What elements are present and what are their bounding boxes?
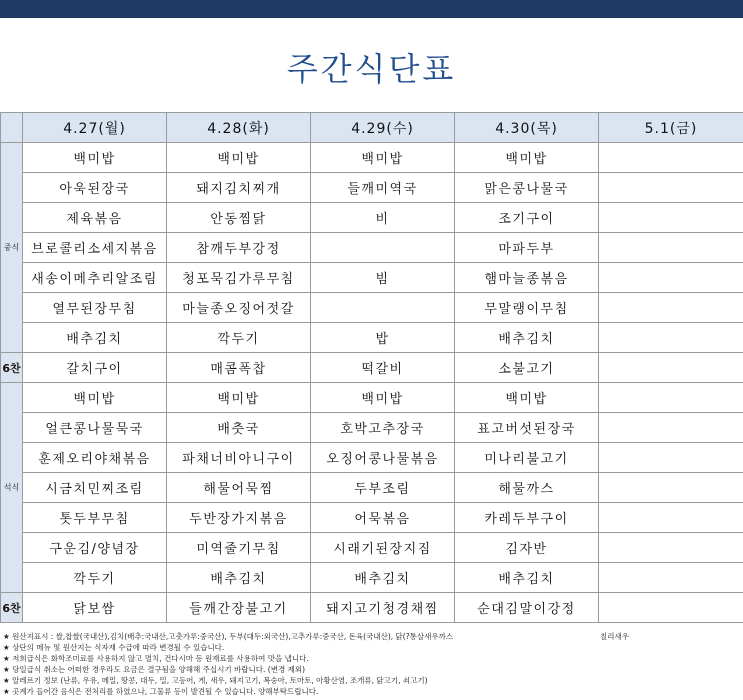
- menu-cell: 배추김치: [455, 323, 599, 353]
- note-line: ★ 당일급식 취소는 어떠한 경우라도 요금은 결구됨을 양해해 주십시기 바랍니다. (변경 제외): [3, 665, 306, 674]
- corner-cell: [1, 113, 23, 143]
- menu-cell: 마파두부: [455, 233, 599, 263]
- lunch-label: 중식: [1, 143, 23, 353]
- menu-cell: 구운김/양념장: [23, 533, 167, 563]
- note-line: ★ 알레르기 정보 (난류, 우유, 메밀, 땅콩, 대두, 밀, 고등어, 게, 새우, 돼지고기, 복숭아, 토마토, 아황산염, 조개류, 닭고기, 쇠고기): [3, 676, 428, 685]
- sixchan-cell: 떡갈비: [311, 353, 455, 383]
- dinner-row: [1, 383, 743, 413]
- lunch-row: [1, 263, 743, 293]
- menu-cell: 밥: [311, 323, 455, 353]
- header-row: [1, 113, 743, 143]
- menu-cell: [599, 503, 743, 533]
- menu-cell: 백미밥: [23, 143, 167, 173]
- menu-cell: 깍두기: [23, 563, 167, 593]
- menu-cell: [599, 143, 743, 173]
- lunch_sixchan-row: [1, 353, 743, 383]
- dinner-row: [1, 563, 743, 593]
- sixchan-cell: 들깨간장불고기: [167, 593, 311, 623]
- menu-cell: 배추김치: [311, 563, 455, 593]
- menu-cell: [599, 443, 743, 473]
- sixchan-cell: 돼지고기청경채찜: [311, 593, 455, 623]
- lunch-row: [1, 323, 743, 353]
- day-header: 4.28(화): [167, 113, 311, 143]
- day-header: 5.1(금): [599, 113, 743, 143]
- menu-cell: 김자반: [455, 533, 599, 563]
- menu-cell: 햄마늘종볶음: [455, 263, 599, 293]
- menu-cell: [599, 533, 743, 563]
- menu-cell: 배추김치: [23, 323, 167, 353]
- lunch-row: [1, 143, 743, 173]
- menu-cell: 브로콜리소세지볶음: [23, 233, 167, 263]
- dinner-row: [1, 533, 743, 563]
- menu-cell: 새송이메추리알조림: [23, 263, 167, 293]
- menu-cell: 백미밥: [311, 143, 455, 173]
- menu-cell: 비: [311, 203, 455, 233]
- menu-cell: [599, 203, 743, 233]
- page-title: 주간식단표: [286, 50, 457, 88]
- menu-cell: [599, 413, 743, 443]
- dinner-row: [1, 473, 743, 503]
- menu-cell: [599, 473, 743, 503]
- note-line: ★ 원산지표시 : 쌀,찹쌀(국내산),김치(배추:국내산,고춧가루:중국산), 두부(대두:외국산),고추가루:중국산, 돈육(국내산), 닭(?통살새우까스: [3, 632, 454, 641]
- notes-section: [3, 631, 743, 697]
- sixchan-cell: 소불고기: [455, 353, 599, 383]
- dinner-label: 석식: [1, 383, 23, 593]
- menu-cell: 백미밥: [311, 383, 455, 413]
- note-line: ★ 저희급식은 화학조미료를 사용하지 않고 멸치, 건다시마 등 원재료를 사용하여 맛을 냅니다.: [3, 654, 309, 663]
- sixchan-cell: [599, 593, 743, 623]
- menu-cell: 깍두기: [167, 323, 311, 353]
- menu-cell: [599, 233, 743, 263]
- menu-cell: 백미밥: [167, 383, 311, 413]
- menu-cell: 표고버섯된장국: [455, 413, 599, 443]
- menu-cell: 무말랭이무침: [455, 293, 599, 323]
- menu-cell: 두반장가지볶음: [167, 503, 311, 533]
- day-header: 4.27(월): [23, 113, 167, 143]
- menu-cell: 어묵볶음: [311, 503, 455, 533]
- weekly-menu-table: [0, 112, 743, 623]
- lunch-row: [1, 173, 743, 203]
- menu-cell: 빔: [311, 263, 455, 293]
- menu-cell: 제육볶음: [23, 203, 167, 233]
- day-header: 4.29(수): [311, 113, 455, 143]
- sixchan-label: 6찬: [1, 593, 23, 623]
- menu-cell: 아욱된장국: [23, 173, 167, 203]
- menu-cell: 파채너비아니구이: [167, 443, 311, 473]
- sixchan-cell: 순대김말이강정: [455, 593, 599, 623]
- menu-cell: 시금치민찌조림: [23, 473, 167, 503]
- menu-cell: 백미밥: [23, 383, 167, 413]
- menu-cell: 배춧국: [167, 413, 311, 443]
- menu-cell: 열무된장무침: [23, 293, 167, 323]
- menu-cell: [311, 293, 455, 323]
- menu-cell: 해물까스: [455, 473, 599, 503]
- menu-cell: 배추김치: [167, 563, 311, 593]
- menu-cell: 시래기된장지짐: [311, 533, 455, 563]
- menu-cell: 백미밥: [455, 383, 599, 413]
- menu-cell: 카레두부구이: [455, 503, 599, 533]
- dinner-row: [1, 503, 743, 533]
- sixchan-cell: [599, 353, 743, 383]
- menu-cell: 청포묵김가루무침: [167, 263, 311, 293]
- dinner-row: [1, 413, 743, 443]
- lunch-row: [1, 203, 743, 233]
- day-header: 4.30(목): [455, 113, 599, 143]
- lunch-row: [1, 233, 743, 263]
- menu-cell: 안동찜닭: [167, 203, 311, 233]
- menu-cell: 미역줄기무침: [167, 533, 311, 563]
- sixchan-cell: 닭보쌈: [23, 593, 167, 623]
- menu-cell: 오징어콩나물볶음: [311, 443, 455, 473]
- menu-cell: 미나리불고기: [455, 443, 599, 473]
- menu-cell: [599, 173, 743, 203]
- menu-cell: 돼지김치찌개: [167, 173, 311, 203]
- top-banner: [0, 0, 743, 18]
- menu-cell: 훈제오리야채볶음: [23, 443, 167, 473]
- menu-cell: 얼큰콩나물묵국: [23, 413, 167, 443]
- menu-cell: 들깨미역국: [311, 173, 455, 203]
- lunch-row: [1, 293, 743, 323]
- menu-cell: [599, 263, 743, 293]
- menu-cell: 참깨두부강정: [167, 233, 311, 263]
- sixchan-cell: 갈치구이: [23, 353, 167, 383]
- menu-cell: 두부조림: [311, 473, 455, 503]
- menu-cell: 백미밥: [455, 143, 599, 173]
- menu-cell: [599, 383, 743, 413]
- note-line: ★ 상단의 메뉴 및 원산지는 식자재 수급에 따라 변경될 수 있습니다.: [3, 643, 225, 652]
- menu-cell: 조기구이: [455, 203, 599, 233]
- menu-cell: 맑은콩나물국: [455, 173, 599, 203]
- extra-note: 칠리새우: [600, 632, 629, 641]
- menu-cell: [599, 323, 743, 353]
- menu-cell: [599, 563, 743, 593]
- sixchan-cell: 매콤폭찹: [167, 353, 311, 383]
- menu-cell: [311, 233, 455, 263]
- sixchan-label: 6찬: [1, 353, 23, 383]
- menu-cell: 해물어묵찜: [167, 473, 311, 503]
- menu-cell: 톳두부무침: [23, 503, 167, 533]
- menu-cell: 배추김치: [455, 563, 599, 593]
- menu-cell: 백미밥: [167, 143, 311, 173]
- dinner-row: [1, 443, 743, 473]
- menu-cell: [599, 293, 743, 323]
- dinner_sixchan-row: [1, 593, 743, 623]
- menu-cell: 마늘종오징어젓갈: [167, 293, 311, 323]
- note-line: ★ 곳계가 들어간 음식은 전처리를 하였으나, 그물류 등이 발견될 수 있습니다. 양해부탁드립니다.: [3, 687, 319, 696]
- menu-cell: 호박고추장국: [311, 413, 455, 443]
